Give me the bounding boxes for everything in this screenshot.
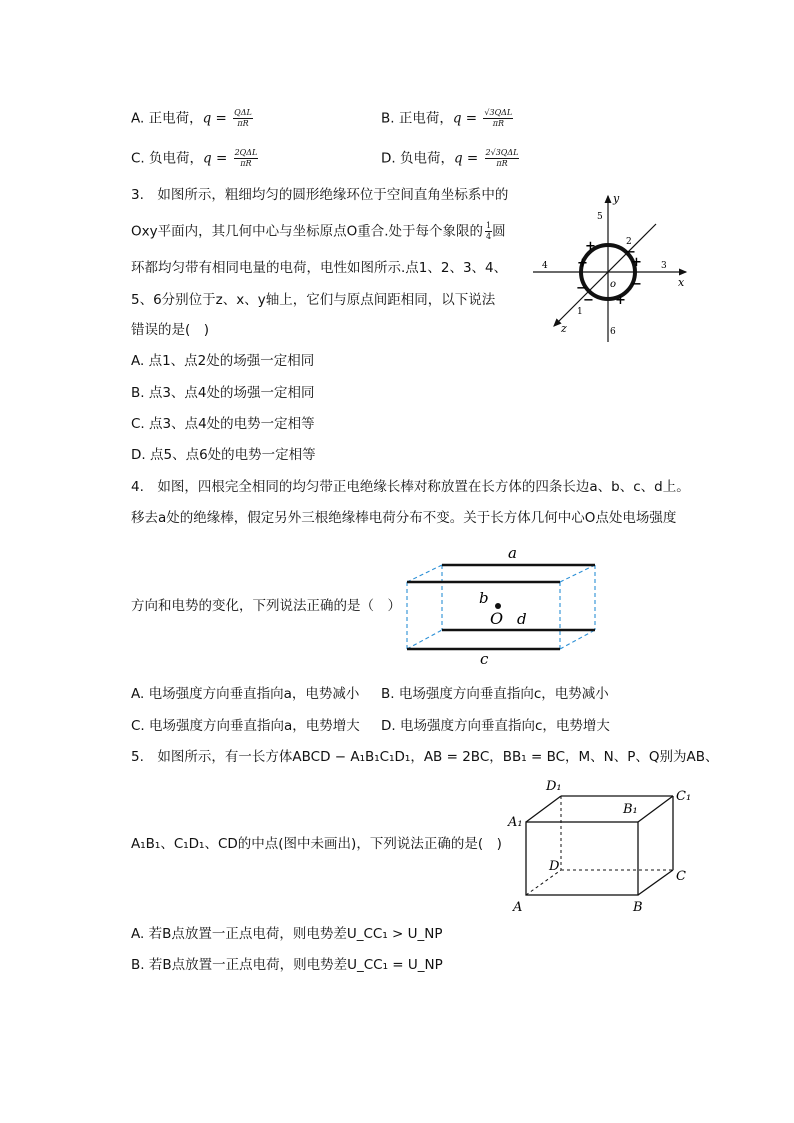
q4-option-c: C. 电场强度方向垂直指向a，电势增大	[131, 718, 360, 734]
q5-option-a: A. 若B点放置一正点电荷，则电势差U_CC₁ > U_NP	[131, 926, 443, 942]
numerator: √3QΔL	[484, 108, 513, 117]
box-figure	[505, 774, 705, 916]
q2-option-c	[131, 148, 258, 169]
vertex-c1-label: C₁	[676, 789, 692, 804]
q3-line-2-tail: 圆	[492, 223, 506, 240]
q4-option-b: B. 电场强度方向垂直指向c，电势减小	[381, 686, 609, 702]
q4-option-d: D. 电场强度方向垂直指向c，电势增大	[381, 718, 610, 734]
q2-option-d	[381, 148, 519, 169]
option-label: D. 负电荷，	[381, 150, 454, 167]
option-label: B. 正电荷，	[381, 110, 453, 127]
fraction	[483, 108, 513, 129]
q2-option-b	[381, 108, 513, 129]
ring-coordinate-figure	[528, 190, 693, 345]
q3-option-d: D. 点5、点6处的电势一定相等	[131, 447, 316, 463]
center-label: O	[490, 609, 504, 628]
vertex-d1-label: D₁	[546, 779, 562, 794]
rod-b-label: b	[479, 589, 489, 607]
vertex-b-label: B	[633, 900, 643, 915]
origin-label: o	[610, 279, 617, 290]
denominator: πR	[496, 159, 508, 168]
q3-minus-sign-2: −	[583, 293, 594, 308]
denominator: πR	[492, 119, 504, 128]
cuboid-rods-figure	[400, 544, 605, 668]
denominator: 4	[486, 232, 492, 241]
point-6-label: 6	[610, 327, 616, 337]
q-symbol: q =	[203, 150, 228, 167]
q3-line-5: 错误的是( )	[131, 322, 210, 338]
q2-plus-sign-2: +	[577, 256, 588, 271]
z-axis	[554, 224, 656, 326]
numerator: 2QΔL	[234, 148, 258, 157]
q5-line-1: 5. 如图所示，有一长方体ABCD − A₁B₁C₁D₁，AB = 2BC，BB₁ = BC，M、N、P、Q别为AB、	[131, 749, 719, 765]
z-axis-label: z	[561, 322, 567, 335]
option-label: C. 负电荷，	[131, 150, 204, 167]
q1-plus-sign: +	[631, 255, 642, 270]
option-label: A. 正电荷，	[131, 110, 203, 127]
vertex-d-label: D	[549, 859, 560, 874]
q-symbol: q =	[202, 110, 227, 127]
vertex-a-label: A	[513, 900, 523, 915]
q3-option-b: B. 点3、点4处的场强一定相同	[131, 385, 315, 401]
vertex-a1-label: A₁	[508, 815, 523, 830]
q4-option-a: A. 电场强度方向垂直指向a，电势减小	[131, 686, 360, 702]
y-axis-label: y	[613, 192, 620, 205]
rods	[407, 565, 595, 649]
vertex-c-label: C	[676, 869, 686, 884]
q-symbol: q =	[452, 110, 478, 127]
q4-line-3: 方向和电势的变化，下列说法正确的是（ ）	[131, 598, 401, 614]
fraction	[234, 148, 259, 169]
numerator: QΔL	[234, 108, 252, 117]
q-symbol: q =	[453, 150, 479, 167]
q3-line-2-text: Oxy平面内，其几何中心与坐标原点O重合.处于每个象限的	[131, 223, 484, 240]
q3-option-a: A. 点1、点2处的场强一定相同	[131, 353, 315, 369]
numerator: 1	[486, 221, 492, 230]
q4-plus-sign: +	[615, 293, 626, 308]
q3-option-c: C. 点3、点4处的电势一定相等	[131, 416, 315, 432]
point-2-label: 2	[626, 237, 632, 247]
q2-option-a	[131, 108, 253, 129]
q3-line-3: 环都均匀带有相同电量的电荷，电性如图所示.点1、2、3、4、	[131, 260, 508, 276]
q5-line-2: A₁B₁、C₁D₁、CD的中点(图中未画出)，下列说法正确的是( )	[131, 836, 502, 852]
point-1-label: 1	[577, 307, 583, 317]
rod-d-label: d	[517, 610, 527, 628]
q3-line-1: 3. 如图所示，粗细均匀的圆形绝缘环位于空间直角坐标系中的	[131, 187, 509, 203]
q1-minus-sign: −	[625, 245, 636, 260]
point-5-label: 5	[597, 212, 603, 222]
q3-minus-sign: −	[576, 281, 587, 296]
denominator: πR	[237, 119, 249, 128]
rod-c-label: c	[480, 650, 489, 668]
q4-minus-sign: −	[631, 277, 642, 292]
x-axis-label: x	[678, 276, 685, 289]
rod-a-label: a	[508, 544, 517, 562]
fraction	[233, 108, 253, 129]
point-4-label: 4	[542, 261, 548, 271]
numerator: 2√3QΔL	[485, 148, 519, 157]
fraction	[485, 148, 520, 169]
point-3-label: 3	[661, 261, 667, 271]
q4-line-1: 4. 如图，四根完全相同的均匀带正电绝缘长棒对称放置在长方体的四条长边a、b、c、d上。	[131, 479, 690, 495]
q3-line-2	[131, 221, 506, 242]
denominator: πR	[240, 159, 252, 168]
q4-line-2: 移去a处的绝缘棒，假定另外三根绝缘棒电荷分布不变。关于长方体几何中心O点处电场强度	[131, 510, 677, 526]
q5-option-b: B. 若B点放置一正点电荷，则电势差U_CC₁ = U_NP	[131, 957, 443, 973]
q2-plus-sign: +	[585, 239, 596, 254]
vertex-b1-label: B₁	[623, 802, 638, 817]
q3-line-4: 5、6分别位于z、x、y轴上，它们与原点间距相同，以下说法	[131, 292, 496, 308]
